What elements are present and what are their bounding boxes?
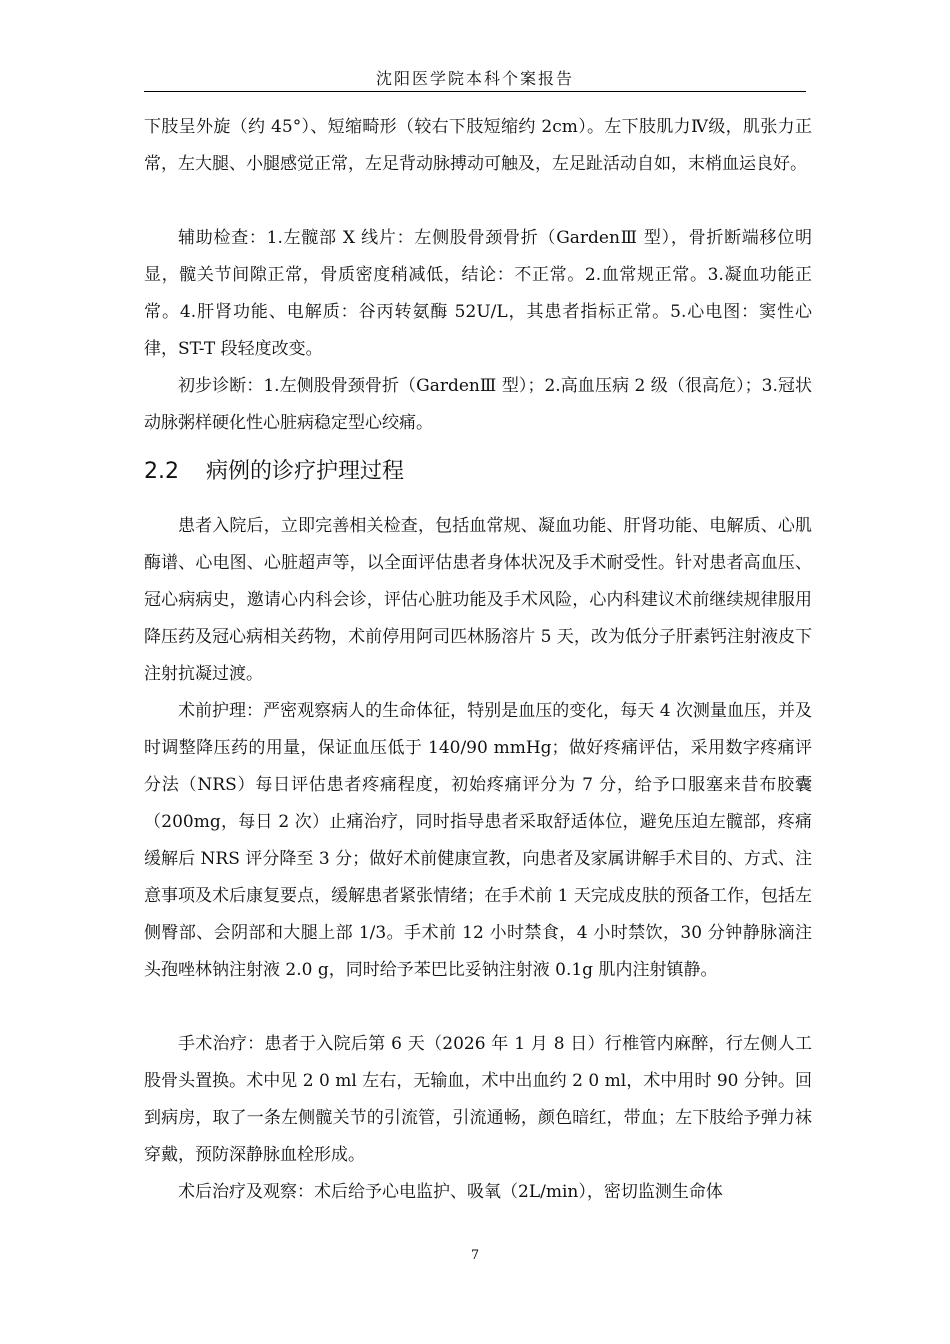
- section-heading: [144, 456, 404, 488]
- page-header-title: 沈阳医学院本科个案报告: [375, 69, 574, 88]
- paragraph-postop: 术后治疗及观察：术后给予心电监护、吸氧（2L/min），密切监测生命体: [178, 1182, 723, 1202]
- paragraph-surgery: 手术治疗：患者于入院后第 6 天（2026 年 1 月 8 日）行椎管内麻醉，行左侧人工股骨头置换。术中见 2 0 ml 左右，无输血，术中出血约 2 0 ml，术中用时 90 分钟。回到病房，取了一条左侧髋关节的引流管，引流通畅，颜色暗红，带血；左下肢给予弹力袜穿戴，预防深静脉血栓形成。: [144, 1034, 812, 1165]
- page-number: 7: [470, 1248, 480, 1263]
- paragraph-physical-exam: 下肢呈外旋（约 45°）、短缩畸形（较右下肢短缩约 2cm）。左下肢肌力Ⅳ级，肌张力正常，左大腿、小腿感觉正常，左足背动脉搏动可触及，左足趾活动自如，末梢血运良好。: [144, 117, 812, 174]
- paragraph-diagnosis: 初步诊断：1.左侧股骨颈骨折（GardenⅢ 型）；2.高血压病 2 级（很高危）；3.冠状动脉粥样硬化性心脏病稳定型心绞痛。: [144, 376, 812, 433]
- header-divider: [144, 91, 806, 92]
- paragraph-preop-care: 术前护理：严密观察病人的生命体征，特别是血压的变化，每天 4 次测量血压，并及时调整降压药的用量，保证血压低于 140/90 mmHg；做好疼痛评估，采用数字疼痛评分法（NRS）每日评估患者疼痛程度，初始疼痛评分为 7 分，给予口服塞来昔布胶囊（200mg，每日 2 次）止痛治疗，同时指导患者采取舒适体位，避免压迫左髋部，疼痛缓解后 NRS 评分降至 3 分；做好术前健康宣教，向患者及家属讲解手术目的、方式、注意事项及术后康复要点，缓解患者紧张情绪；在手术前 1 天完成皮肤的预备工作，包括左侧臀部、会阴部和大腿上部 1/3。手术前 12 小时禁食，4 小时禁饮，30 分钟静脉滴注头孢唑林钠注射液 2.0 g，同时给予苯巴比妥钠注射液 0.1g 肌内注射镇静。: [144, 701, 812, 980]
- section-number: 2.2: [144, 459, 179, 484]
- section-title: 病例的诊疗护理过程: [206, 459, 405, 484]
- paragraph-admission: 患者入院后，立即完善相关检查，包括血常规、凝血功能、肝肾功能、电解质、心肌酶谱、心电图、心脏超声等，以全面评估患者身体状况及手术耐受性。针对患者高血压、冠心病病史，邀请心内科会诊，评估心脏功能及手术风险，心内科建议术前继续规律服用降压药及冠心病相关药物，术前停用阿司匹林肠溶片 5 天，改为低分子肝素钙注射液皮下注射抗凝过渡。: [144, 516, 812, 684]
- paragraph-auxiliary-exam: 辅助检查：1.左髋部 X 线片：左侧股骨颈骨折（GardenⅢ 型），骨折断端移位明显，髋关节间隙正常，骨质密度稍减低，结论：不正常。2.血常规正常。3.凝血功能正常。4.肝肾功能、电解质：谷丙转氨酶 52U/L，其患者指标正常。5.心电图：窦性心律，ST-T 段轻度改变。: [144, 228, 812, 359]
